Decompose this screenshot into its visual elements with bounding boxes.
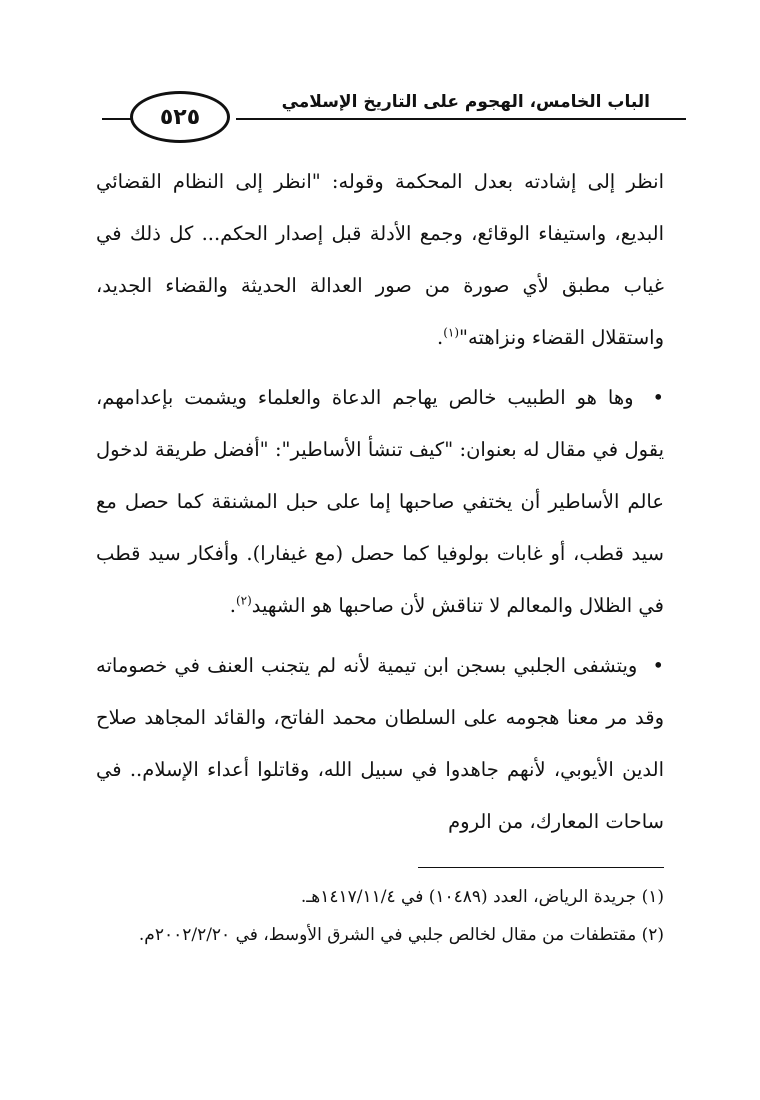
page-number: ٥٢٥	[130, 91, 230, 143]
header-rule	[236, 118, 686, 120]
paragraph-3	[96, 640, 664, 848]
paragraph-end: .	[229, 594, 236, 617]
paragraph-text: وها هو الطبيب خالص يهاجم الدعاة والعلماء ويشمت بإعدامهم، يقول في مقال له بعنوان: "كيف تنشأ الأساطير": "أفضل طريقة لدخول عالم الأساطير أن يختفي صاحبها إما على حبل المشنقة كما حصل مع سيد قطب، أو غابات بولوفيا كما حصل (مع غيفارا). وأفكار سيد قطب في الظلال والمعالم لا تناقش لأن صاحبها هو الشهيد	[96, 386, 664, 617]
paragraph-bullet: •	[652, 386, 664, 409]
chapter-header-title: الباب الخامس، الهجوم على التاريخ الإسلامي	[281, 92, 650, 112]
paragraph-text: ويتشفى الجلبي بسجن ابن تيمية لأنه لم يتجنب العنف في خصوماته وقد مر معنا هجومه على السلطان محمد الفاتح، والقائد المجاهد صلاح الدين الأيوبي، لأنهم جاهدوا في سبيل الله، وقاتلوا أعداء الإسلام.. في ساحات المعارك، من الروم	[96, 654, 664, 833]
paragraph-bullet: •	[652, 654, 664, 677]
paragraph-2	[96, 372, 664, 632]
paragraph-end: .	[436, 326, 444, 349]
footnote-2: (٢) مقتطفات من مقال لخالص جلبي في الشرق الأوسط، في ٢٠٠٢/٢/٢٠م.	[138, 925, 664, 945]
footnote-divider	[418, 867, 664, 868]
footnote-ref: (١)	[443, 325, 460, 340]
footnote-ref: (٢)	[235, 593, 252, 608]
footnotes	[96, 878, 664, 954]
footnote-1: (١) جريدة الرياض، العدد (١٠٤٨٩) في ١٤١٧/١١/٤هـ.	[300, 887, 664, 907]
paragraph-text: انظر إلى إشادته بعدل المحكمة وقوله: "انظر إلى النظام القضائي البديع، واستيفاء الوقائع، وجمع الأدلة قبل إصدار الحكم... كل ذلك في غياب مطبق لأي صورة من صور العدالة الحديثة والقضاء الجديد، واستقلال القضاء ونزاهته"	[96, 170, 664, 349]
paragraph-1	[96, 156, 664, 364]
body-text	[96, 156, 664, 848]
